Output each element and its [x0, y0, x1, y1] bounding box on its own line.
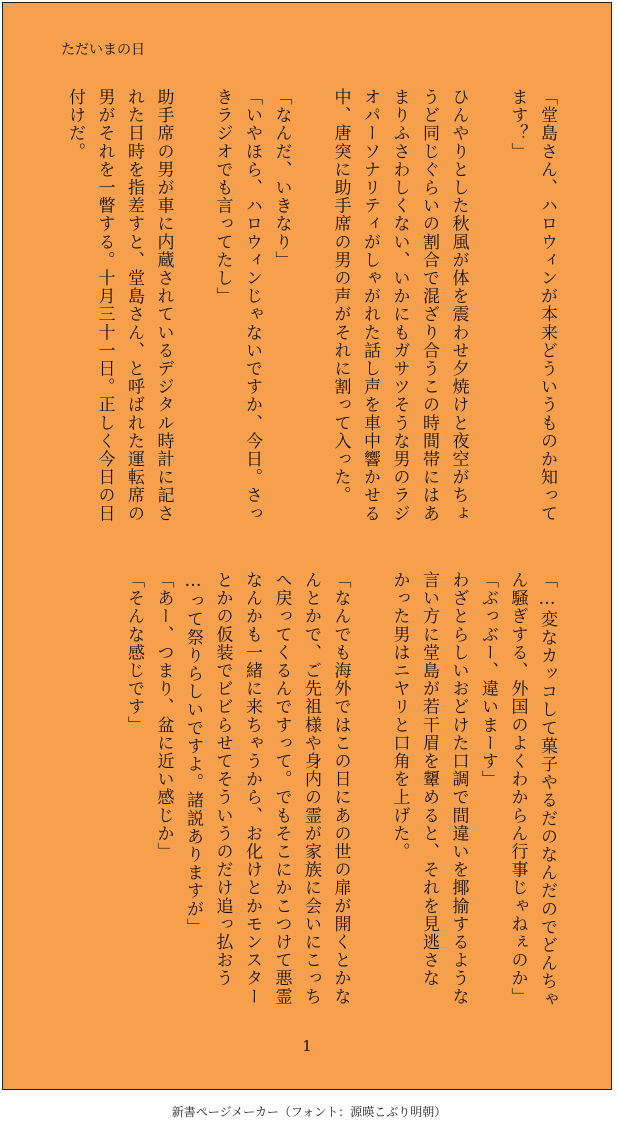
- page-number: 1: [302, 1037, 312, 1055]
- footer-credit: 新書ページメーカー（フォント：源暎こぶり明朝）: [171, 1105, 447, 1119]
- page-header-title: ただいまの日: [61, 42, 145, 58]
- upper-text-block: 「堂島さん、ハロウィンが本来どういうものか知って ます？」 ひんやりとした秋風が体を震わせ夕焼けと夜空がちょ うど同じぐらいの割合で混ざり合うこの時間帯にはあ まりふさわしくない、いかにもガサツそうな男のラジ オパーソナリティがしゃがれた話し声を車中響かせる 中、唐突に助手席の男の声がそれに割って入った。 「なんだ、いきなり」 「いやほら、ハロウィンじゃないですか、今日。さっ きラジオでも言ってたし」 助手席の男が車に内蔵されているデジタル時計に記さ れた日時を指差すと、堂島さん、と呼ばれた運転席の 男がそれを一瞥する。十月三十一日。正しく今日の日 付けだ。: [65, 88, 557, 523]
- manuscript-page: [2, 2, 612, 1090]
- lower-text-block: 「…変なカッコして菓子やるだのなんだのでどんちゃ ん騒ぎする、外国のよくわからん行事じゃねぇのか」 「ぶっぶー、違いまーす」 わざとらしいおどけた口調で間違いを揶揄するような 言い方に堂島が若干眉を顰めると、それを見逃さな かった男はニヤリと口角を上げた。 「なんでも海外ではこの日にあの世の扉が開くとかな んとかで、ご先祖様や身内の霊が家族に会いにこっち へ戻ってくるんですって。でもそこにかこつけて悪霊 なんかも一緒に来ちゃうから、お化けとかモンスター とかの仮装でビビらせてそういうのだけ追っ払おう …って祭りらしいですよ。諸説ありますが」 「あー、つまり、盆に近い感じか」 「そんな感じです」: [124, 571, 557, 1009]
